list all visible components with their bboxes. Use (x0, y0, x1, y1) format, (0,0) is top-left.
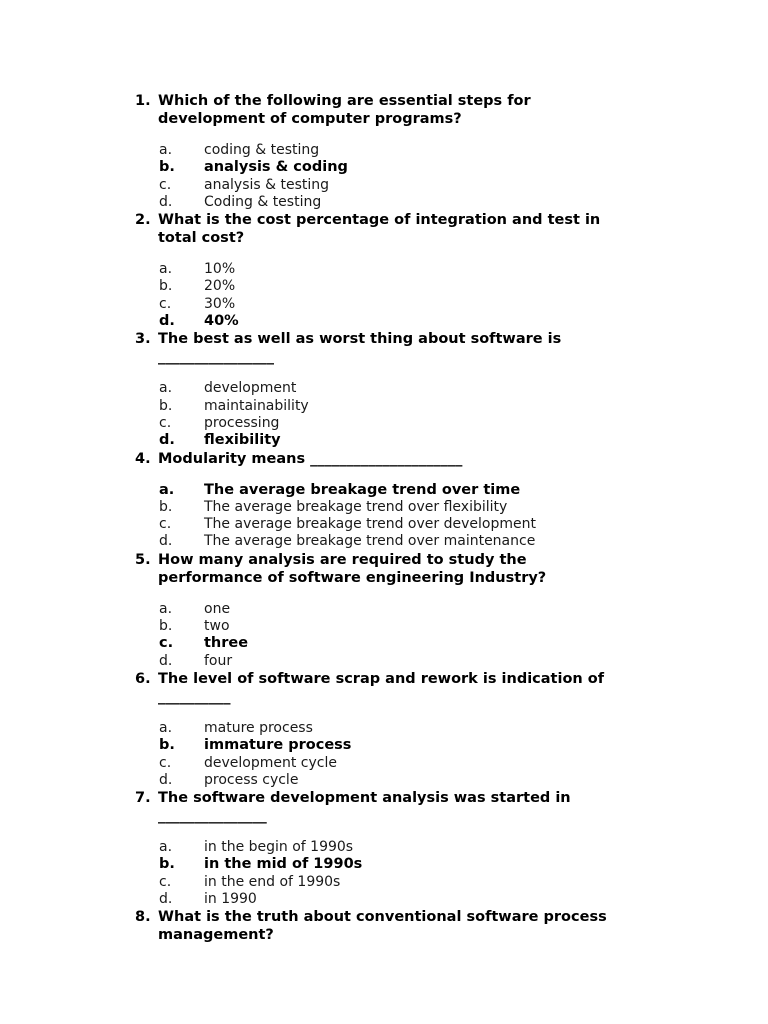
answer-options (135, 601, 635, 670)
option-letter: a. (159, 481, 175, 498)
question-number: 6. (135, 670, 151, 687)
option-letter: b. (159, 159, 175, 176)
answer-option (159, 499, 635, 516)
option-text: in the begin of 1990s (204, 839, 354, 856)
option-letter: d. (159, 193, 173, 210)
question-list (135, 92, 635, 944)
option-letter: c. (159, 295, 172, 312)
option-text: Coding & testing (204, 193, 322, 210)
answer-option (159, 874, 635, 891)
option-letter: d. (159, 891, 173, 908)
option-text: four (204, 652, 233, 669)
answer-options (135, 482, 635, 551)
question-text: Which of the following are essential steps for development of computer programs? (158, 93, 536, 127)
answer-option (159, 533, 635, 550)
answer-option (159, 601, 635, 618)
option-letter: a. (159, 142, 173, 158)
answer-option (159, 653, 635, 670)
question-text: The best as well as worst thing about software is ________________ (158, 331, 567, 366)
question-header (135, 330, 635, 366)
question-number: 8. (135, 909, 151, 926)
answer-option (159, 278, 635, 295)
option-letter: c. (159, 635, 174, 652)
option-letter: b. (159, 737, 175, 754)
answer-option (159, 415, 635, 432)
option-text: 40% (204, 313, 239, 330)
answer-option-correct (159, 635, 635, 652)
question-number: 5. (135, 551, 151, 568)
option-text: development (204, 380, 297, 397)
option-text: development cycle (204, 754, 337, 771)
question-text: The level of software scrap and rework is indication of __________ (158, 670, 610, 705)
answer-option-correct (159, 856, 635, 873)
option-text: 10% (204, 261, 236, 278)
answer-options (135, 720, 635, 789)
option-letter: b. (159, 397, 173, 414)
question-header (135, 450, 635, 468)
option-letter: d. (159, 652, 173, 669)
question-text: How many analysis are required to study the performance of software engineering Industry? (158, 551, 547, 586)
question-header (135, 551, 635, 587)
option-letter: a. (159, 261, 173, 278)
answer-option (159, 261, 635, 278)
option-letter: a. (159, 839, 173, 856)
option-text: mature process (204, 719, 313, 736)
question-header (135, 789, 635, 825)
question-header (135, 670, 635, 706)
answer-option (159, 296, 635, 313)
question-number: 2. (135, 212, 151, 229)
question-2 (135, 211, 635, 330)
option-text: The average breakage trend over time (204, 481, 521, 498)
option-text: in the mid of 1990s (204, 856, 363, 873)
question-number: 1. (135, 93, 151, 109)
option-letter: b. (159, 498, 173, 515)
answer-options (135, 142, 635, 211)
answer-option (159, 398, 635, 415)
option-text: process cycle (204, 771, 299, 788)
option-text: two (204, 618, 230, 635)
option-text: coding & testing (204, 142, 320, 158)
option-letter: a. (159, 719, 173, 736)
question-header (135, 211, 635, 247)
question-number: 7. (135, 790, 151, 807)
option-letter: d. (159, 313, 175, 330)
question-text: What is the cost percentage of integration and test in total cost? (158, 212, 606, 247)
answer-option (159, 891, 635, 908)
option-text: 20% (204, 278, 236, 295)
answer-option (159, 516, 635, 533)
option-text: one (204, 600, 231, 617)
answer-options (135, 839, 635, 908)
option-text: maintainability (204, 397, 309, 414)
option-text: analysis & testing (204, 176, 330, 193)
question-text: The software development analysis was started in _______________ (158, 790, 576, 825)
question-header (135, 92, 635, 128)
question-text: What is the truth about conventional software process management? (158, 909, 612, 944)
option-text: in 1990 (204, 891, 257, 908)
answer-option (159, 720, 635, 737)
answer-option-correct (159, 482, 635, 499)
answer-option (159, 142, 635, 159)
option-text: three (204, 635, 249, 652)
option-text: The average breakage trend over maintenance (204, 533, 536, 550)
option-text: flexibility (204, 432, 281, 449)
option-letter: c. (159, 176, 172, 193)
option-letter: d. (159, 432, 175, 449)
question-7 (135, 789, 635, 908)
answer-option-correct (159, 159, 635, 176)
option-text: processing (204, 414, 280, 431)
option-letter: b. (159, 856, 175, 873)
answer-option (159, 177, 635, 194)
question-number: 3. (135, 331, 151, 348)
answer-options (135, 261, 635, 330)
answer-option-correct (159, 432, 635, 449)
answer-option (159, 772, 635, 789)
question-8 (135, 908, 635, 944)
option-text: in the end of 1990s (204, 873, 341, 890)
option-letter: b. (159, 278, 173, 295)
option-text: The average breakage trend over development (204, 516, 536, 533)
answer-option (159, 755, 635, 772)
option-letter: d. (159, 771, 173, 788)
option-text: analysis & coding (204, 159, 348, 176)
question-4 (135, 450, 635, 551)
question-6 (135, 670, 635, 789)
answer-option-correct (159, 737, 635, 754)
question-header (135, 908, 635, 944)
option-letter: c. (159, 516, 172, 533)
answer-option (159, 380, 635, 397)
option-letter: b. (159, 618, 173, 635)
option-letter: a. (159, 380, 173, 397)
question-1 (135, 92, 635, 211)
answer-option (159, 839, 635, 856)
option-text: The average breakage trend over flexibility (204, 498, 508, 515)
answer-options (135, 380, 635, 449)
question-text: Modularity means _____________________ (158, 450, 463, 467)
answer-option (159, 194, 635, 211)
option-letter: d. (159, 533, 173, 550)
option-letter: c. (159, 873, 172, 890)
answer-option-correct (159, 313, 635, 330)
question-3 (135, 330, 635, 449)
option-text: 30% (204, 295, 236, 312)
option-letter: a. (159, 600, 173, 617)
option-letter: c. (159, 414, 172, 431)
question-5 (135, 551, 635, 670)
option-letter: c. (159, 754, 172, 771)
answer-option (159, 618, 635, 635)
question-number: 4. (135, 450, 151, 467)
option-text: immature process (204, 737, 352, 754)
